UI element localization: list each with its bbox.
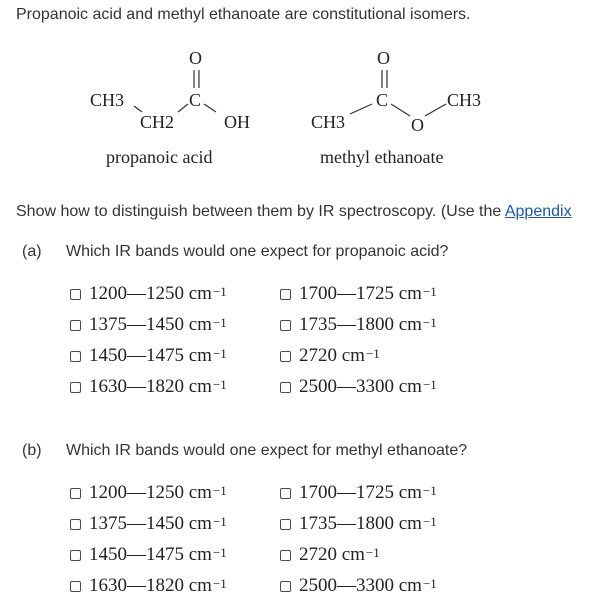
part-b-option-1450-1475[interactable] [70, 544, 227, 566]
part-b-option-1630-1820[interactable] [70, 575, 227, 597]
part-b-option-1375-1450[interactable] [70, 513, 227, 535]
option-label: 1735—1800 cm [299, 513, 422, 534]
checkbox[interactable] [70, 581, 81, 592]
checkbox[interactable] [70, 289, 81, 300]
structural-formulas [0, 40, 605, 180]
option-exponent: −1 [212, 576, 227, 591]
part-b-option-1200-1250[interactable] [70, 482, 227, 504]
checkbox[interactable] [70, 382, 81, 393]
intro-text: Propanoic acid and methyl ethanoate are constitutional isomers. [16, 6, 471, 23]
option-label: 1735—1800 cm [299, 314, 422, 335]
instruction-body: Show how to distinguish between them by IR spectroscopy. (Use the [16, 203, 505, 220]
part-b-option-1735-1800[interactable] [280, 513, 437, 535]
option-exponent: −1 [365, 346, 380, 361]
part-b-option-2500-3300[interactable] [280, 575, 437, 597]
checkbox[interactable] [70, 351, 81, 362]
part-a-option-2500-3300[interactable] [280, 376, 437, 398]
part-a-label: (a) [22, 243, 42, 260]
methoxy-methyl-group: CH3 [447, 90, 482, 110]
option-exponent: −1 [212, 514, 227, 529]
checkbox[interactable] [280, 488, 291, 499]
option-exponent: −1 [422, 284, 437, 299]
part-a-option-1735-1800[interactable] [280, 314, 437, 336]
part-a-option-1630-1820[interactable] [70, 376, 227, 398]
checkbox[interactable] [280, 320, 291, 331]
option-label: 1200—1250 cm [89, 283, 212, 304]
ester-carbonyl-oxygen: O [377, 48, 390, 68]
part-b-option-2720[interactable] [280, 544, 380, 566]
option-exponent: −1 [212, 284, 227, 299]
option-exponent: −1 [422, 377, 437, 392]
option-exponent: −1 [212, 346, 227, 361]
option-label: 2500—3300 cm [299, 575, 422, 596]
part-a-option-1200-1250[interactable] [70, 283, 227, 305]
methyl-group: CH3 [90, 90, 125, 110]
checkbox[interactable] [70, 488, 81, 499]
option-label: 1630—1820 cm [89, 575, 212, 596]
methyl-ethanoate-label: methyl ethanoate [320, 147, 444, 167]
option-exponent: −1 [212, 377, 227, 392]
checkbox[interactable] [70, 550, 81, 561]
option-label: 2720 cm [299, 345, 365, 366]
option-label: 1375—1450 cm [89, 314, 212, 335]
checkbox[interactable] [280, 351, 291, 362]
part-a-question: Which IR bands would one expect for propanoic acid? [66, 243, 449, 260]
checkbox[interactable] [280, 382, 291, 393]
option-label: 1375—1450 cm [89, 513, 212, 534]
option-label: 2500—3300 cm [299, 376, 422, 397]
part-b-option-1700-1725[interactable] [280, 482, 437, 504]
part-a-option-1450-1475[interactable] [70, 345, 227, 367]
part-b-label: (b) [22, 442, 42, 459]
checkbox[interactable] [280, 289, 291, 300]
carbonyl-carbon: C [189, 90, 202, 110]
option-exponent: −1 [422, 576, 437, 591]
part-b-question: Which IR bands would one expect for methyl ethanoate? [66, 442, 468, 459]
option-exponent: −1 [422, 315, 437, 330]
ester-oxygen: O [411, 115, 424, 135]
propanoic-acid-label: propanoic acid [106, 147, 213, 167]
instruction-text [16, 203, 605, 221]
appendix-link[interactable]: Appendix [504, 203, 572, 220]
option-label: 1450—1475 cm [89, 544, 212, 565]
option-label: 1200—1250 cm [89, 482, 212, 503]
option-label: 1450—1475 cm [89, 345, 212, 366]
ester-carbonyl-carbon: C [376, 90, 389, 110]
checkbox[interactable] [280, 519, 291, 530]
part-a-option-2720[interactable] [280, 345, 380, 367]
methyl-ethanoate-structure [311, 48, 481, 167]
hydroxyl-group: OH [224, 112, 250, 132]
option-label: 1630—1820 cm [89, 376, 212, 397]
checkbox[interactable] [70, 320, 81, 331]
option-label: 2720 cm [299, 544, 365, 565]
option-label: 1700—1725 cm [299, 283, 422, 304]
carbonyl-oxygen: O [189, 48, 202, 68]
checkbox[interactable] [280, 581, 291, 592]
acetyl-methyl-group: CH3 [311, 112, 346, 132]
option-exponent: −1 [212, 315, 227, 330]
option-exponent: −1 [365, 545, 380, 560]
checkbox[interactable] [70, 519, 81, 530]
option-exponent: −1 [422, 514, 437, 529]
option-exponent: −1 [422, 483, 437, 498]
propanoic-acid-structure [90, 48, 250, 167]
methylene-group: CH2 [140, 112, 175, 132]
option-label: 1700—1725 cm [299, 482, 422, 503]
checkbox[interactable] [280, 550, 291, 561]
part-a-option-1375-1450[interactable] [70, 314, 227, 336]
part-a-option-1700-1725[interactable] [280, 283, 437, 305]
option-exponent: −1 [212, 545, 227, 560]
option-exponent: −1 [212, 483, 227, 498]
